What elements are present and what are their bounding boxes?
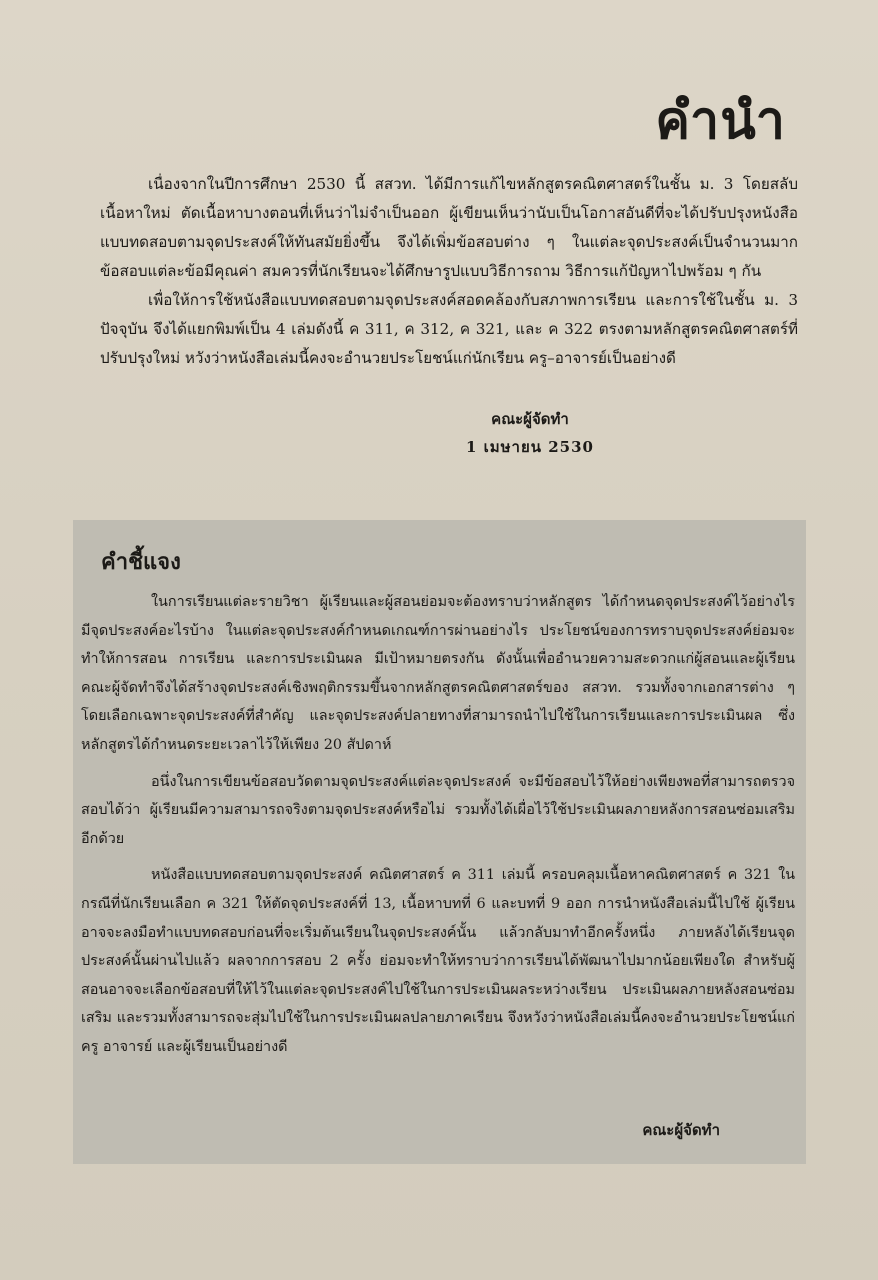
- explanation-paragraph: ในการเรียนแต่ละรายวิชา ผู้เรียนและผู้สอนย่อมจะต้องทราบว่าหลักสูตร ได้กำหนดจุดประสงค์ไว้อย่างไร มีจุดประสงค์อะไรบ้าง ในแต่ละจุดประสงค์กำหนดเกณฑ์การผ่านอย่างไร ประโยชน์ของการทราบจุดประสงค์ย่อมจะทำให้การสอน การเรียน และการประเมินผล มีเป้าหมายตรงกัน ดังนั้นเพื่ออำนวยความสะดวกแก่ผู้สอนและผู้เรียน คณะผู้จัดทำจึงได้สร้างจุดประสงค์เชิงพฤติกรรมขึ้นจากหลักสูตรคณิตศาสตร์ของ สสวท. รวมทั้งจากเอกสารต่าง ๆ โดยเลือกเฉพาะจุดประสงค์ที่สำคัญ และจุดประสงค์ปลายทางที่สามารถนำไปใช้ในการเรียนและการประเมินผล ซึ่งหลักสูตรได้กำหนดระยะเวลาไว้ให้เพียง 20 สัปดาห์: [81, 594, 795, 753]
- page-title: คำนำ: [655, 91, 786, 151]
- intro-date: 1 เมษายน 2530: [466, 438, 594, 456]
- explanation-signer: คณะผู้จัดทำ: [642, 1121, 720, 1139]
- intro-signer: คณะผู้จัดทำ: [491, 410, 569, 428]
- explanation-paragraph: อนึ่งในการเขียนข้อสอบวัดตามจุดประสงค์แต่ละจุดประสงค์ จะมีข้อสอบไว้ให้อย่างเพียงพอที่สามารถตรวจสอบได้ว่า ผู้เรียนมีความสามารถจริงตามจุดประสงค์หรือไม่ รวมทั้งได้เผื่อไว้ใช้ประเมินผลภายหลังการสอนซ่อมเสริมอีกด้วย: [81, 773, 795, 847]
- explanation-box: [73, 520, 806, 1164]
- intro-paragraph: เนื่องจากในปีการศึกษา 2530 นี้ สสวท. ได้มีการแก้ไขหลักสูตรคณิตศาสตร์ในชั้น ม. 3 โดยสลับเนื้อหาใหม่ ตัดเนื้อหาบางตอนที่เห็นว่าไม่จำเป็นออก ผู้เขียนเห็นว่านับเป็นโอกาสอันดีที่จะได้ปรับปรุงหนังสือแบบทดสอบตามจุดประสงค์ให้ทันสมัยยิ่งขึ้น จึงได้เพิ่มข้อสอบต่าง ๆ ในแต่ละจุดประสงค์เป็นจำนวนมาก ข้อสอบแต่ละข้อมีคุณค่า สมควรที่นักเรียนจะได้ศึกษารูปแบบวิธีการถาม วิธีการแก้ปัญหาไปพร้อม ๆ กัน: [100, 175, 798, 280]
- explanation-title: คำชี้แจง: [101, 550, 181, 575]
- explanation-body: [81, 588, 795, 1070]
- explanation-paragraph: หนังสือแบบทดสอบตามจุดประสงค์ คณิตศาสตร์ ค 311 เล่มนี้ ครอบคลุมเนื้อหาคณิตศาสตร์ ค 321 ในกรณีที่นักเรียนเลือก ค 321 ให้ตัดจุดประสงค์ที่ 13, เนื้อหาบทที่ 6 และบทที่ 9 ออก การนำหนังสือเล่มนี้ไปใช้ ผู้เรียนอาจจะลงมือทำแบบทดสอบก่อนที่จะเริ่มต้นเรียนในจุดประสงค์นั้น แล้วกลับมาทำอีกครั้งหนึ่ง ภายหลังได้เรียนจุดประสงค์นั้นผ่านไปแล้ว ผลจากการสอบ 2 ครั้ง ย่อมจะทำให้ทราบว่าการเรียนได้พัฒนาไปมากน้อยเพียงใด สำหรับผู้สอนอาจจะเลือกข้อสอบที่ให้ไว้ในแต่ละจุดประสงค์ไปใช้ในการประเมินผลระหว่างเรียน ประเมินผลภายหลังสอนซ่อมเสริม และรวมทั้งสามารถจะสุ่มไปใช้ในการประเมินผลปลายภาคเรียน จึงหวังว่าหนังสือเล่มนี้คงจะอำนวยประโยชน์แก่ครู อาจารย์ และผู้เรียนเป็นอย่างดี: [81, 867, 795, 1055]
- intro-section: [100, 170, 798, 373]
- intro-signature: [440, 405, 620, 461]
- intro-paragraph: เพื่อให้การใช้หนังสือแบบทดสอบตามจุดประสงค์สอดคล้องกับสภาพการเรียน และการใช้ในชั้น ม. 3 ปัจจุบัน จึงได้แยกพิมพ์เป็น 4 เล่มดังนี้ ค 311, ค 312, ค 321, และ ค 322 ตรงตามหลักสูตรคณิตศาสตร์ที่ปรับปรุงใหม่ หวังว่าหนังสือเล่มนี้คงจะอำนวยประโยชน์แก่นักเรียน ครู–อาจารย์เป็นอย่างดี: [100, 291, 798, 367]
